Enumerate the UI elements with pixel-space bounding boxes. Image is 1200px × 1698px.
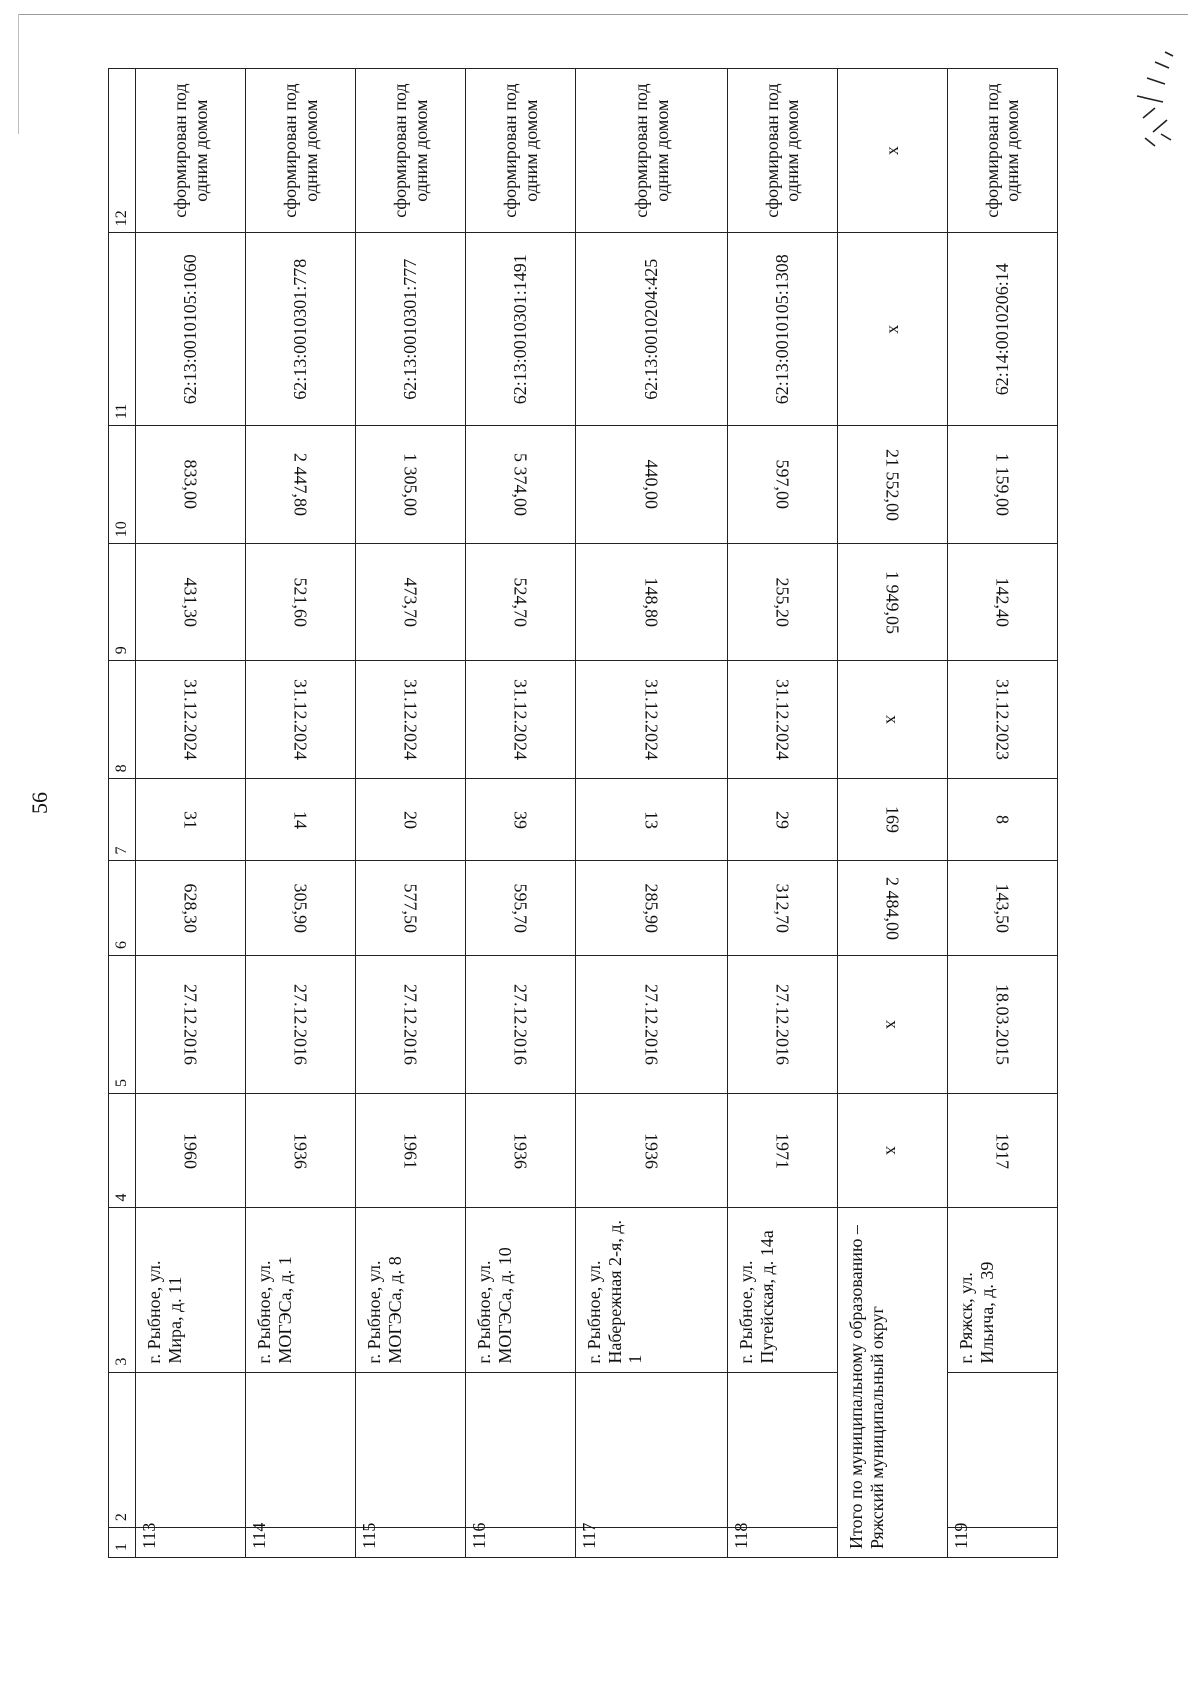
row-number: 117: [576, 1528, 728, 1558]
year-cell-text: 1961: [400, 1132, 421, 1169]
area-cell-text: 305,90: [290, 883, 311, 933]
count-cell-text: 20: [400, 810, 421, 829]
year-cell-text: 1936: [510, 1132, 531, 1169]
area-cell-text: 312,70: [772, 883, 793, 933]
cadastre-cell: 62:13:0010301:778: [246, 233, 356, 426]
address-cell: г. Рыбное, ул. Путейская, д. 14а: [727, 1208, 837, 1372]
col-number: 8: [109, 661, 136, 779]
until-date-cell-text: 31.12.2024: [180, 679, 201, 761]
area-cell-text: 2 484,00: [882, 876, 903, 940]
table-row: [727, 69, 837, 1558]
area-cell-text: 595,70: [510, 883, 531, 933]
count-cell: [947, 779, 1057, 861]
date-cell: [466, 955, 576, 1093]
col-number: 7: [109, 779, 136, 861]
until-date-cell-text: 31.12.2023: [992, 679, 1013, 761]
col-number: 12: [109, 69, 136, 233]
square-cell: [947, 544, 1057, 661]
table-row: [947, 69, 1057, 1558]
count-cell-text: 14: [290, 810, 311, 829]
table-row: [576, 69, 728, 1558]
total-label: Итого по муниципальному образованию – Ряжский муниципальный округ: [837, 1208, 947, 1558]
row-number: 118: [727, 1528, 837, 1558]
year-cell-text: 1917: [992, 1132, 1013, 1169]
year-cell-text: 1971: [772, 1132, 793, 1169]
year-cell-text: 1936: [641, 1132, 662, 1169]
table-row: [356, 69, 466, 1558]
square-cell: [837, 544, 947, 661]
year-cell: [356, 1094, 466, 1208]
amount-cell-text: 597,00: [772, 459, 793, 510]
year-cell-text: 1936: [290, 1132, 311, 1169]
address-cell: г. Рыбное, ул. МОГЭСа, д. 1: [246, 1208, 356, 1372]
address-cell: г. Ряжск, ул. Ильича, д. 39: [947, 1208, 1057, 1372]
count-cell: [356, 779, 466, 861]
count-cell-text: 8: [992, 815, 1013, 825]
area-cell: [136, 861, 246, 956]
amount-cell-text: 1 305,00: [400, 453, 421, 517]
col-number: 2: [109, 1372, 136, 1527]
count-cell-text: 31: [180, 810, 201, 829]
cadastre-cell: 62:13:0010301:777: [356, 233, 466, 426]
row-number: 114: [246, 1528, 356, 1558]
cadastre-cell: 62:14:0010206:14: [947, 233, 1057, 426]
date-cell: [356, 955, 466, 1093]
date-cell-text: 27.12.2016: [400, 984, 421, 1066]
count-cell-text: 169: [882, 806, 903, 834]
cadastre-cell: 62:13:0010301:1491: [466, 233, 576, 426]
amount-cell-text: 2 447,80: [290, 453, 311, 517]
area-cell: [466, 861, 576, 956]
date-cell: [727, 955, 837, 1093]
date-cell-text: 27.12.2016: [510, 984, 531, 1066]
year-cell: [246, 1094, 356, 1208]
col-number: 1: [109, 1528, 136, 1558]
cadastre-cell: 62:13:0010105:1060: [136, 233, 246, 426]
col-number: 11: [109, 233, 136, 426]
cadastre-cell: х: [837, 233, 947, 426]
area-cell-text: 577,50: [400, 883, 421, 933]
until-date-cell-text: 31.12.2024: [290, 679, 311, 761]
date-cell: [576, 955, 728, 1093]
date-cell: [246, 955, 356, 1093]
square-cell: [136, 544, 246, 661]
square-cell-text: 1 949,05: [882, 570, 903, 634]
cell-col2: [246, 1372, 356, 1527]
amount-cell: [947, 426, 1057, 544]
until-date-cell: [837, 661, 947, 779]
count-cell-text: 39: [510, 810, 531, 829]
count-cell: [466, 779, 576, 861]
total-row: [837, 69, 947, 1558]
note-cell: сформирован под одним домом: [576, 69, 728, 233]
cell-col2: [947, 1372, 1057, 1527]
cell-col2: [136, 1372, 246, 1527]
cell-col2: [356, 1372, 466, 1527]
amount-cell: [837, 426, 947, 544]
date-cell-text: 18.03.2015: [992, 984, 1013, 1066]
cadastre-cell: 62:13:0010204:425: [576, 233, 728, 426]
until-date-cell-text: 31.12.2024: [641, 679, 662, 761]
year-cell: [576, 1094, 728, 1208]
row-number: 119: [947, 1528, 1057, 1558]
area-cell: [727, 861, 837, 956]
note-cell: сформирован под одним домом: [466, 69, 576, 233]
amount-cell: [356, 426, 466, 544]
until-date-cell-text: х: [882, 715, 903, 725]
area-cell: [356, 861, 466, 956]
year-cell-text: 1960: [180, 1132, 201, 1169]
until-date-cell-text: 31.12.2024: [400, 679, 421, 761]
square-cell: [356, 544, 466, 661]
table-row: [136, 69, 246, 1558]
scan-edge-left: [18, 14, 19, 134]
note-cell: сформирован под одним домом: [727, 69, 837, 233]
col-number: 4: [109, 1094, 136, 1208]
until-date-cell: [466, 661, 576, 779]
address-cell: г. Рыбное, ул. МОГЭСа, д. 8: [356, 1208, 466, 1372]
amount-cell: [466, 426, 576, 544]
address-cell: г. Рыбное, ул. Набережная 2-я, д. 1: [576, 1208, 728, 1372]
amount-cell-text: 21 552,00: [882, 448, 903, 521]
row-number: 116: [466, 1528, 576, 1558]
row-number: 113: [136, 1528, 246, 1558]
col-number: 9: [109, 544, 136, 661]
until-date-cell-text: 31.12.2024: [510, 679, 531, 761]
square-cell-text: 148,80: [641, 577, 662, 627]
square-cell-text: 255,20: [772, 577, 793, 627]
until-date-cell-text: 31.12.2024: [772, 679, 793, 761]
cell-col2: [466, 1372, 576, 1527]
table-row: [466, 69, 576, 1558]
square-cell-text: 521,60: [290, 577, 311, 627]
until-date-cell: [947, 661, 1057, 779]
area-cell: [837, 861, 947, 956]
year-cell: [136, 1094, 246, 1208]
address-cell: г. Рыбное, ул. Мира, д. 11: [136, 1208, 246, 1372]
note-cell: сформирован под одним домом: [947, 69, 1057, 233]
count-cell: [576, 779, 728, 861]
amount-cell-text: 833,00: [180, 459, 201, 510]
until-date-cell: [356, 661, 466, 779]
date-cell-text: х: [882, 1020, 903, 1030]
housing-registry-table: [108, 68, 1058, 1558]
count-cell: [246, 779, 356, 861]
square-cell: [727, 544, 837, 661]
square-cell-text: 473,70: [400, 577, 421, 627]
area-cell-text: 285,90: [641, 883, 662, 933]
date-cell: [136, 955, 246, 1093]
date-cell-text: 27.12.2016: [180, 984, 201, 1066]
column-number-row: [109, 69, 136, 1558]
area-cell: [246, 861, 356, 956]
amount-cell-text: 5 374,00: [510, 453, 531, 517]
col-number: 10: [109, 426, 136, 544]
note-cell: х: [837, 69, 947, 233]
count-cell-text: 13: [641, 810, 662, 829]
address-cell: г. Рыбное, ул. МОГЭСа, д. 10: [466, 1208, 576, 1372]
square-cell-text: 431,30: [180, 577, 201, 627]
handwritten-mark: [1125, 48, 1180, 153]
square-cell-text: 524,70: [510, 577, 531, 627]
note-cell: сформирован под одним домом: [136, 69, 246, 233]
col-number: 3: [109, 1208, 136, 1372]
date-cell: [837, 955, 947, 1093]
date-cell-text: 27.12.2016: [290, 984, 311, 1066]
scan-edge-top: [18, 14, 1188, 15]
year-cell-text: х: [882, 1146, 903, 1156]
area-cell: [576, 861, 728, 956]
col-number: 5: [109, 955, 136, 1093]
note-cell: сформирован под одним домом: [246, 69, 356, 233]
year-cell: [947, 1094, 1057, 1208]
count-cell: [837, 779, 947, 861]
row-number: 115: [356, 1528, 466, 1558]
amount-cell: [576, 426, 728, 544]
table-row: [246, 69, 356, 1558]
square-cell: [576, 544, 728, 661]
page-number: 56: [27, 792, 52, 814]
date-cell-text: 27.12.2016: [772, 984, 793, 1066]
table-body: [109, 69, 1058, 1558]
square-cell: [466, 544, 576, 661]
date-cell-text: 27.12.2016: [641, 984, 662, 1066]
year-cell: [727, 1094, 837, 1208]
note-cell: сформирован под одним домом: [356, 69, 466, 233]
count-cell: [136, 779, 246, 861]
area-cell: [947, 861, 1057, 956]
amount-cell: [246, 426, 356, 544]
count-cell-text: 29: [772, 810, 793, 829]
until-date-cell: [576, 661, 728, 779]
count-cell: [727, 779, 837, 861]
date-cell: [947, 955, 1057, 1093]
col-number: 6: [109, 861, 136, 956]
until-date-cell: [727, 661, 837, 779]
amount-cell-text: 440,00: [641, 459, 662, 510]
area-cell-text: 628,30: [180, 883, 201, 933]
square-cell-text: 142,40: [992, 577, 1013, 627]
amount-cell: [727, 426, 837, 544]
square-cell: [246, 544, 356, 661]
cell-col2: [576, 1372, 728, 1527]
rotated-table-container: [108, 68, 1058, 1558]
until-date-cell: [246, 661, 356, 779]
year-cell: [466, 1094, 576, 1208]
area-cell-text: 143,50: [992, 883, 1013, 933]
amount-cell-text: 1 159,00: [992, 453, 1013, 517]
until-date-cell: [136, 661, 246, 779]
amount-cell: [136, 426, 246, 544]
cell-col2: [727, 1372, 837, 1527]
year-cell: [837, 1094, 947, 1208]
cadastre-cell: 62:13:0010105:1308: [727, 233, 837, 426]
